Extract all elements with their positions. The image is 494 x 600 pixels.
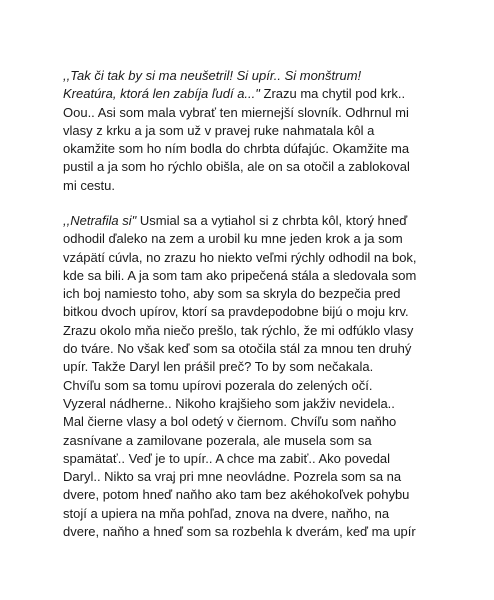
paragraph-2 xyxy=(63,212,433,541)
text-run: mi cestu. xyxy=(63,177,116,193)
text-line xyxy=(63,267,433,285)
text-line xyxy=(63,140,433,158)
text-line xyxy=(63,104,433,122)
text-run: Vyzeral nádherne.. Nikoho krajšieho som jakživ nevidela.. xyxy=(63,395,395,411)
text-run: vzápätí cúvla, no zrazu ho niekto veľmi rýchly odhodil na bok, xyxy=(63,249,417,265)
text-line xyxy=(63,413,433,431)
text-run: Zrazu ma chytil pod krk.. xyxy=(259,86,406,102)
text-run: spamätať.. Veď je to upír.. A chce ma zabiť.. Ako povedal xyxy=(63,450,391,466)
text-run: Daryl.. Nikto sa vraj pri mne neovládne. Pozrela som sa na xyxy=(63,469,402,485)
text-line xyxy=(63,358,433,376)
text-line xyxy=(63,158,433,176)
italic-dialogue: ,,Tak či tak by si ma neušetril! Si upír.. Si monštrum! xyxy=(63,68,362,83)
text-run: ich boj namiesto toho, aby som sa skryla do bezpečia pred xyxy=(63,286,401,302)
text-line xyxy=(63,177,433,195)
text-line xyxy=(63,395,433,413)
text-line xyxy=(63,523,433,541)
text-run: zasnívane a zamilovane pozerala, ale musela som sa xyxy=(63,432,372,448)
text-line xyxy=(63,468,433,486)
italic-dialogue: Kreatúra, ktorá len zabíja ľudí a..." xyxy=(63,86,260,102)
text-run: dvere, naňho a hneď som sa rozbehla k dverám, keď ma upír xyxy=(63,524,416,540)
text-run: Mal čierne vlasy a bol odetý v čiernom. Chvíľu som naňho xyxy=(63,414,397,430)
italic-dialogue: ,,Netrafila si" xyxy=(63,213,137,228)
text-line xyxy=(63,505,433,523)
text-run: okamžite som ho ním bodla do chrbta dúfajúc. Okamžite ma xyxy=(63,141,410,157)
text-line xyxy=(63,285,433,303)
text-run: kde sa bili. A ja som tam ako pripečená stála a sledovala som xyxy=(63,267,417,283)
text-run: Zrazu okolo mňa niečo prešlo, tak rýchlo, že mi odfúklo vlasy xyxy=(63,322,414,338)
text-line xyxy=(63,322,433,340)
text-line xyxy=(63,122,433,140)
text-run: do tváre. No však keď som sa otočila stál za mnou ten druhý xyxy=(63,341,412,357)
text-line xyxy=(63,85,433,103)
text-run: Oou.. Asi som mala vybrať ten miernejší slovník. Odhrnul mi xyxy=(63,104,409,120)
text-run: Usmial sa a vytiahol si z chrbta kôl, ktorý hneď xyxy=(136,213,408,228)
text-run: bitkou dvoch upírov, ktorí sa pravdepodobne bijú o moju krv. xyxy=(63,304,409,320)
text-line xyxy=(63,249,433,267)
text-run: stojí a upiera na mňa pohľad, znova na dvere, naňho, na xyxy=(63,505,390,521)
text-line xyxy=(63,212,433,230)
paragraph-1 xyxy=(63,67,433,195)
text-line xyxy=(63,486,433,504)
text-run: upír. Takže Daryl len prášil preč? To by som nečakala. xyxy=(63,359,374,375)
text-line xyxy=(63,303,433,321)
text-line xyxy=(63,450,433,468)
text-line xyxy=(63,67,433,85)
text-run: odhodil ďaleko na zem a urobil ku mne jeden krok a ja som xyxy=(63,231,403,247)
text-run: dvere, potom hneď naňho ako tam bez akéhokoľvek pohybu xyxy=(63,487,410,503)
text-run: vlasy z krku a ja som už v pravej ruke nahmatala kôl a xyxy=(63,122,375,138)
text-run: Chvíľu som sa tomu upírovi pozerala do zelených očí. xyxy=(63,377,373,393)
text-line xyxy=(63,340,433,358)
text-run: pustil a ja som ho rýchlo obišla, ale on sa otočil a zablokoval xyxy=(63,159,410,175)
text-line xyxy=(63,377,433,395)
text-line xyxy=(63,432,433,450)
text-line xyxy=(63,230,433,248)
